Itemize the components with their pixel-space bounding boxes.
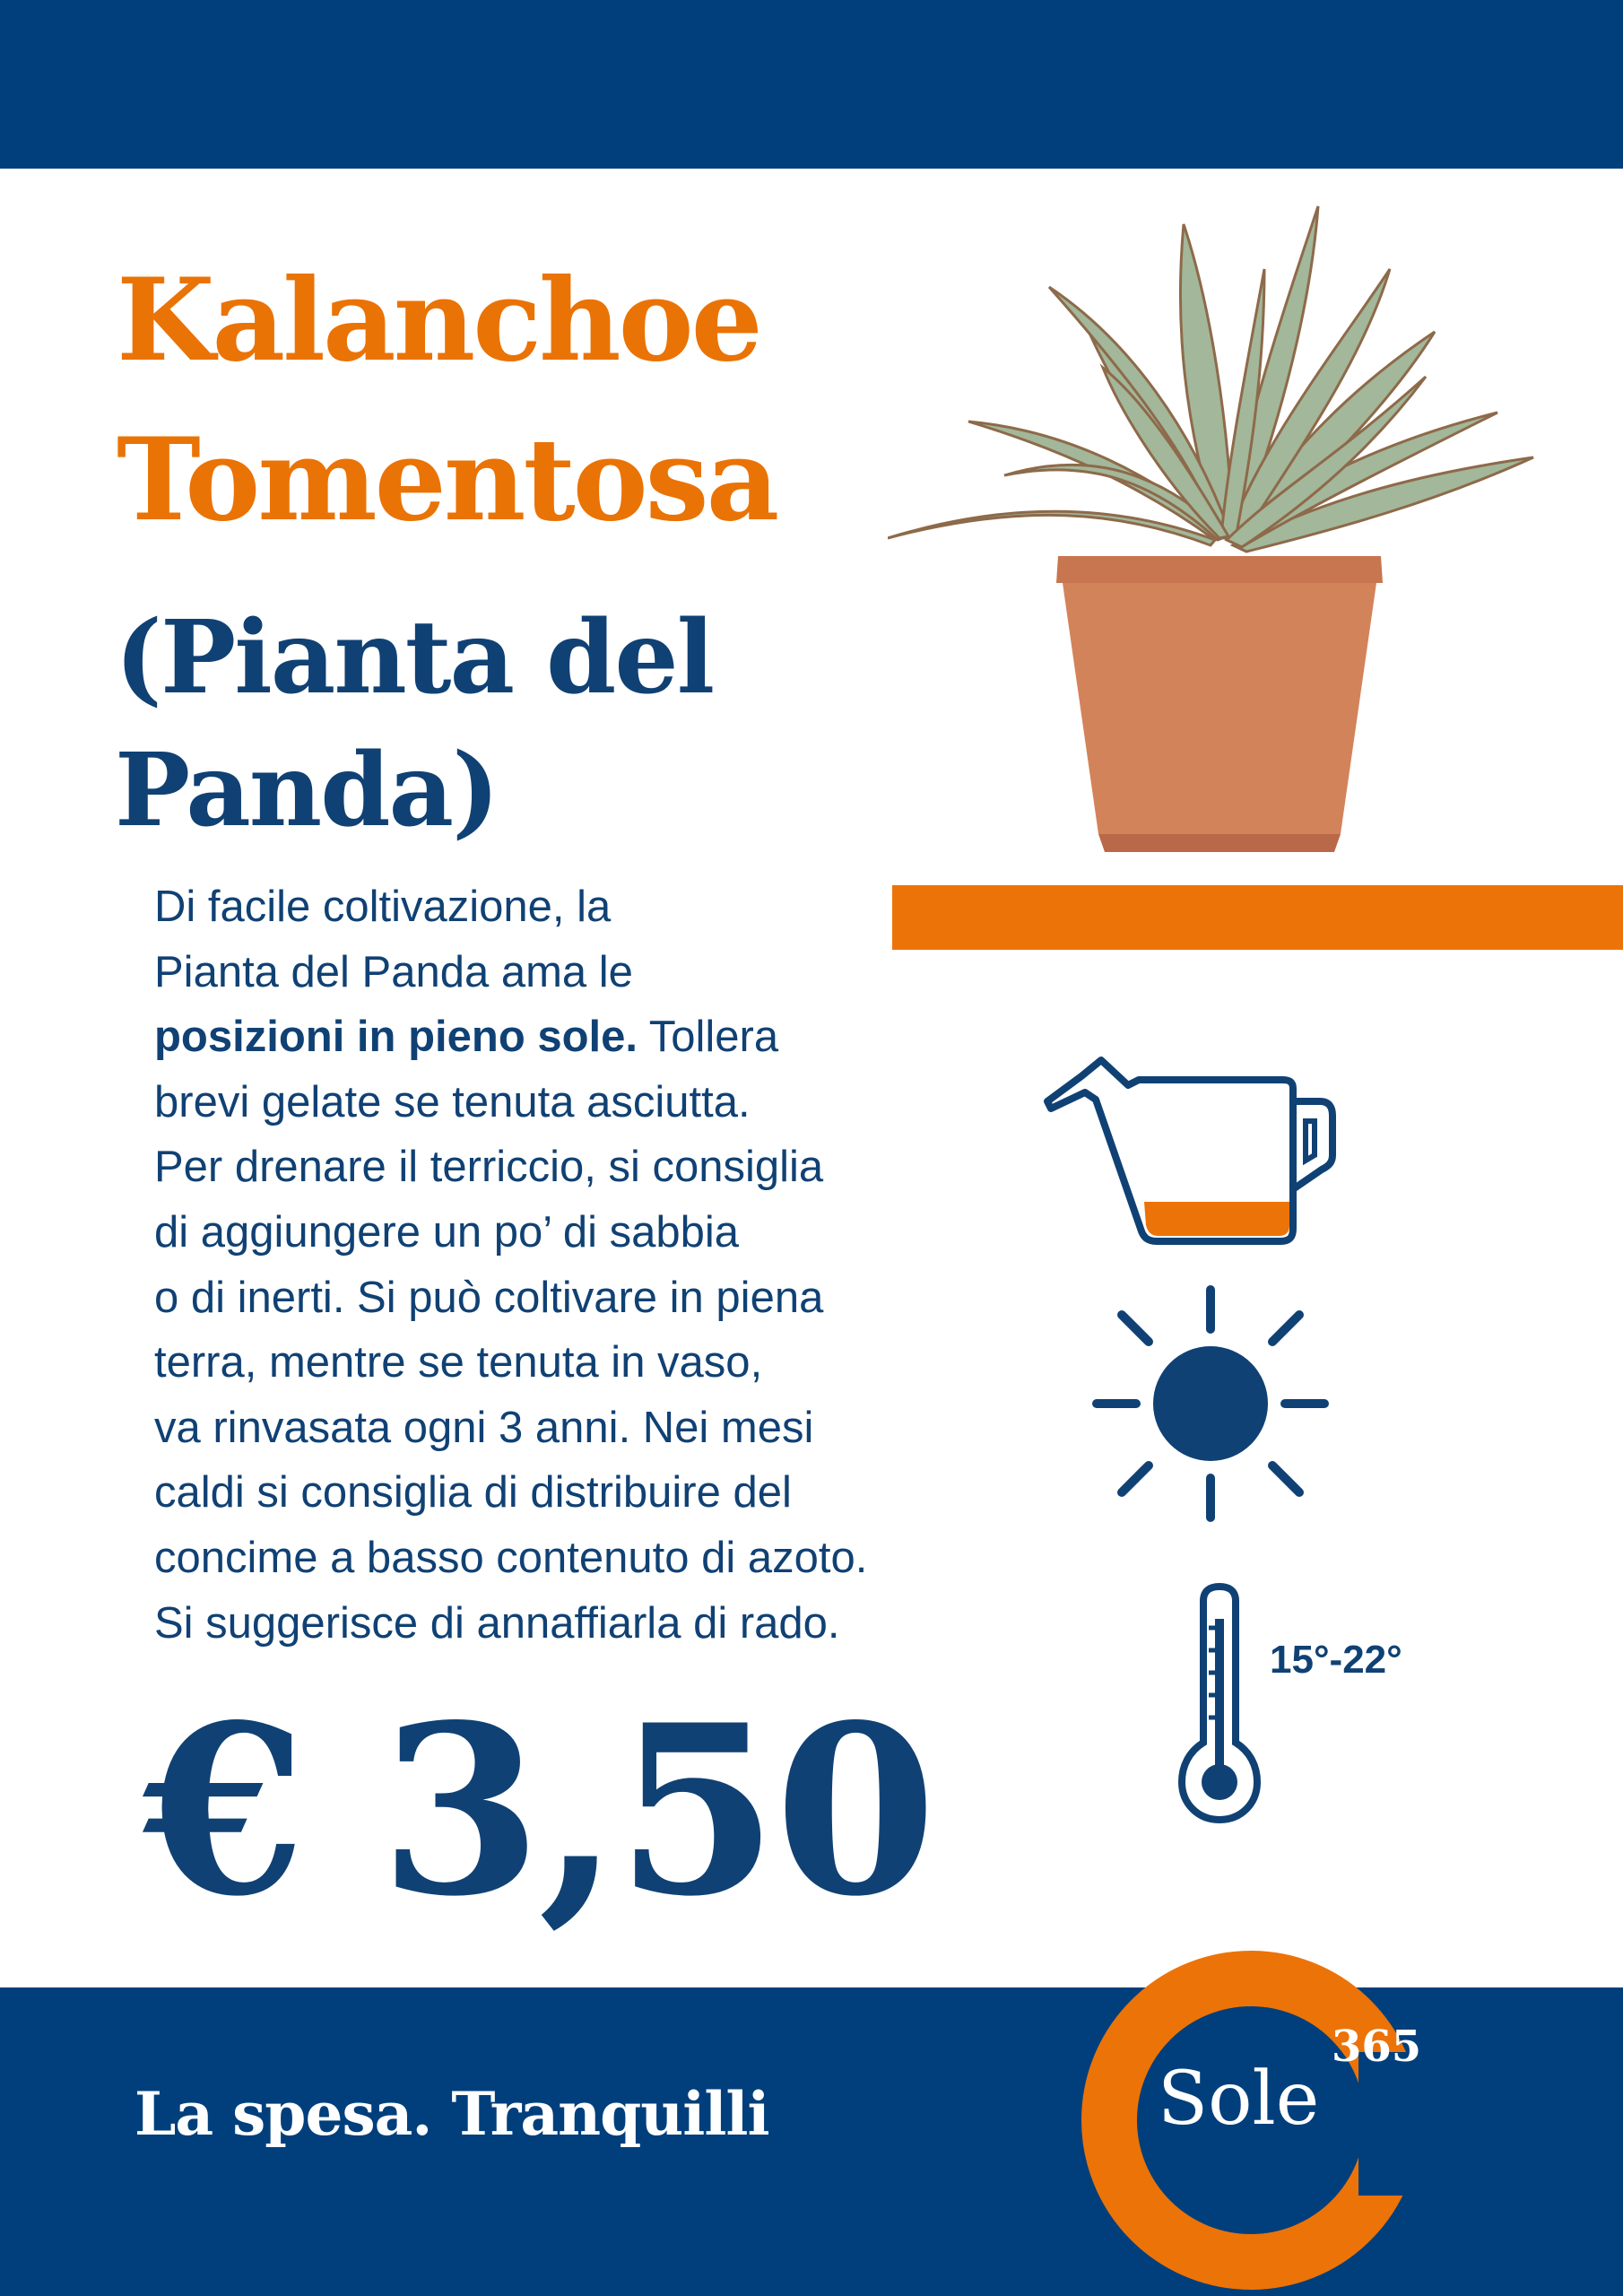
description-highlight: posizioni in pieno sole. xyxy=(154,1013,638,1062)
sun-icon xyxy=(1089,1283,1332,1525)
description-line: Pianta del Panda ama le xyxy=(154,947,633,996)
temperature-range: 15°-22° xyxy=(1270,1638,1402,1682)
plant-leaves xyxy=(888,206,1533,552)
slogan: La spesa. Tranquilli xyxy=(135,2079,769,2149)
description-line: concime a basso contenuto di azoto. xyxy=(154,1533,868,1582)
product-common-name xyxy=(115,592,713,857)
subtitle-line-1: (Pianta del xyxy=(115,599,714,717)
price: € 3,50 xyxy=(143,1674,933,1948)
watering-can-icon xyxy=(1040,1049,1345,1251)
product-title xyxy=(117,240,777,560)
thermometer-icon xyxy=(1166,1583,1273,1825)
logo-superscript: 365 xyxy=(1332,2022,1422,2072)
subtitle-line-2: Panda) xyxy=(115,732,499,849)
description-line: caldi si consiglia di distribuire del xyxy=(154,1468,792,1518)
description-line: o di inerti. Si può coltivare in piena xyxy=(154,1273,824,1322)
description-line: Per drenare il terriccio, si consiglia xyxy=(154,1143,824,1192)
description-line: va rinvasata ogni 3 anni. Nei mesi xyxy=(154,1403,814,1452)
logo-wordmark: Sole xyxy=(1158,2057,1320,2142)
top-banner xyxy=(0,0,1623,169)
care-description xyxy=(154,874,1015,1656)
title-line-1: Kalanchoe xyxy=(117,254,760,387)
plant-image xyxy=(888,188,1551,870)
description-line: brevi gelate se tenuta asciutta. xyxy=(154,1077,751,1126)
description-line: terra, mentre se tenuta in vaso, xyxy=(154,1338,763,1387)
description-line: Si suggerisce di annaffiarla di rado. xyxy=(154,1598,840,1648)
title-line-2: Tomentosa xyxy=(117,413,777,546)
description-line-rest: Tollera xyxy=(638,1013,779,1062)
description-line xyxy=(154,1004,1015,1070)
description-line: di aggiungere un po’ di sabbia xyxy=(154,1207,740,1257)
plant-pot xyxy=(1056,556,1383,852)
description-line: Di facile coltivazione, la xyxy=(154,883,612,931)
sole365-logo xyxy=(1081,1944,1457,2296)
